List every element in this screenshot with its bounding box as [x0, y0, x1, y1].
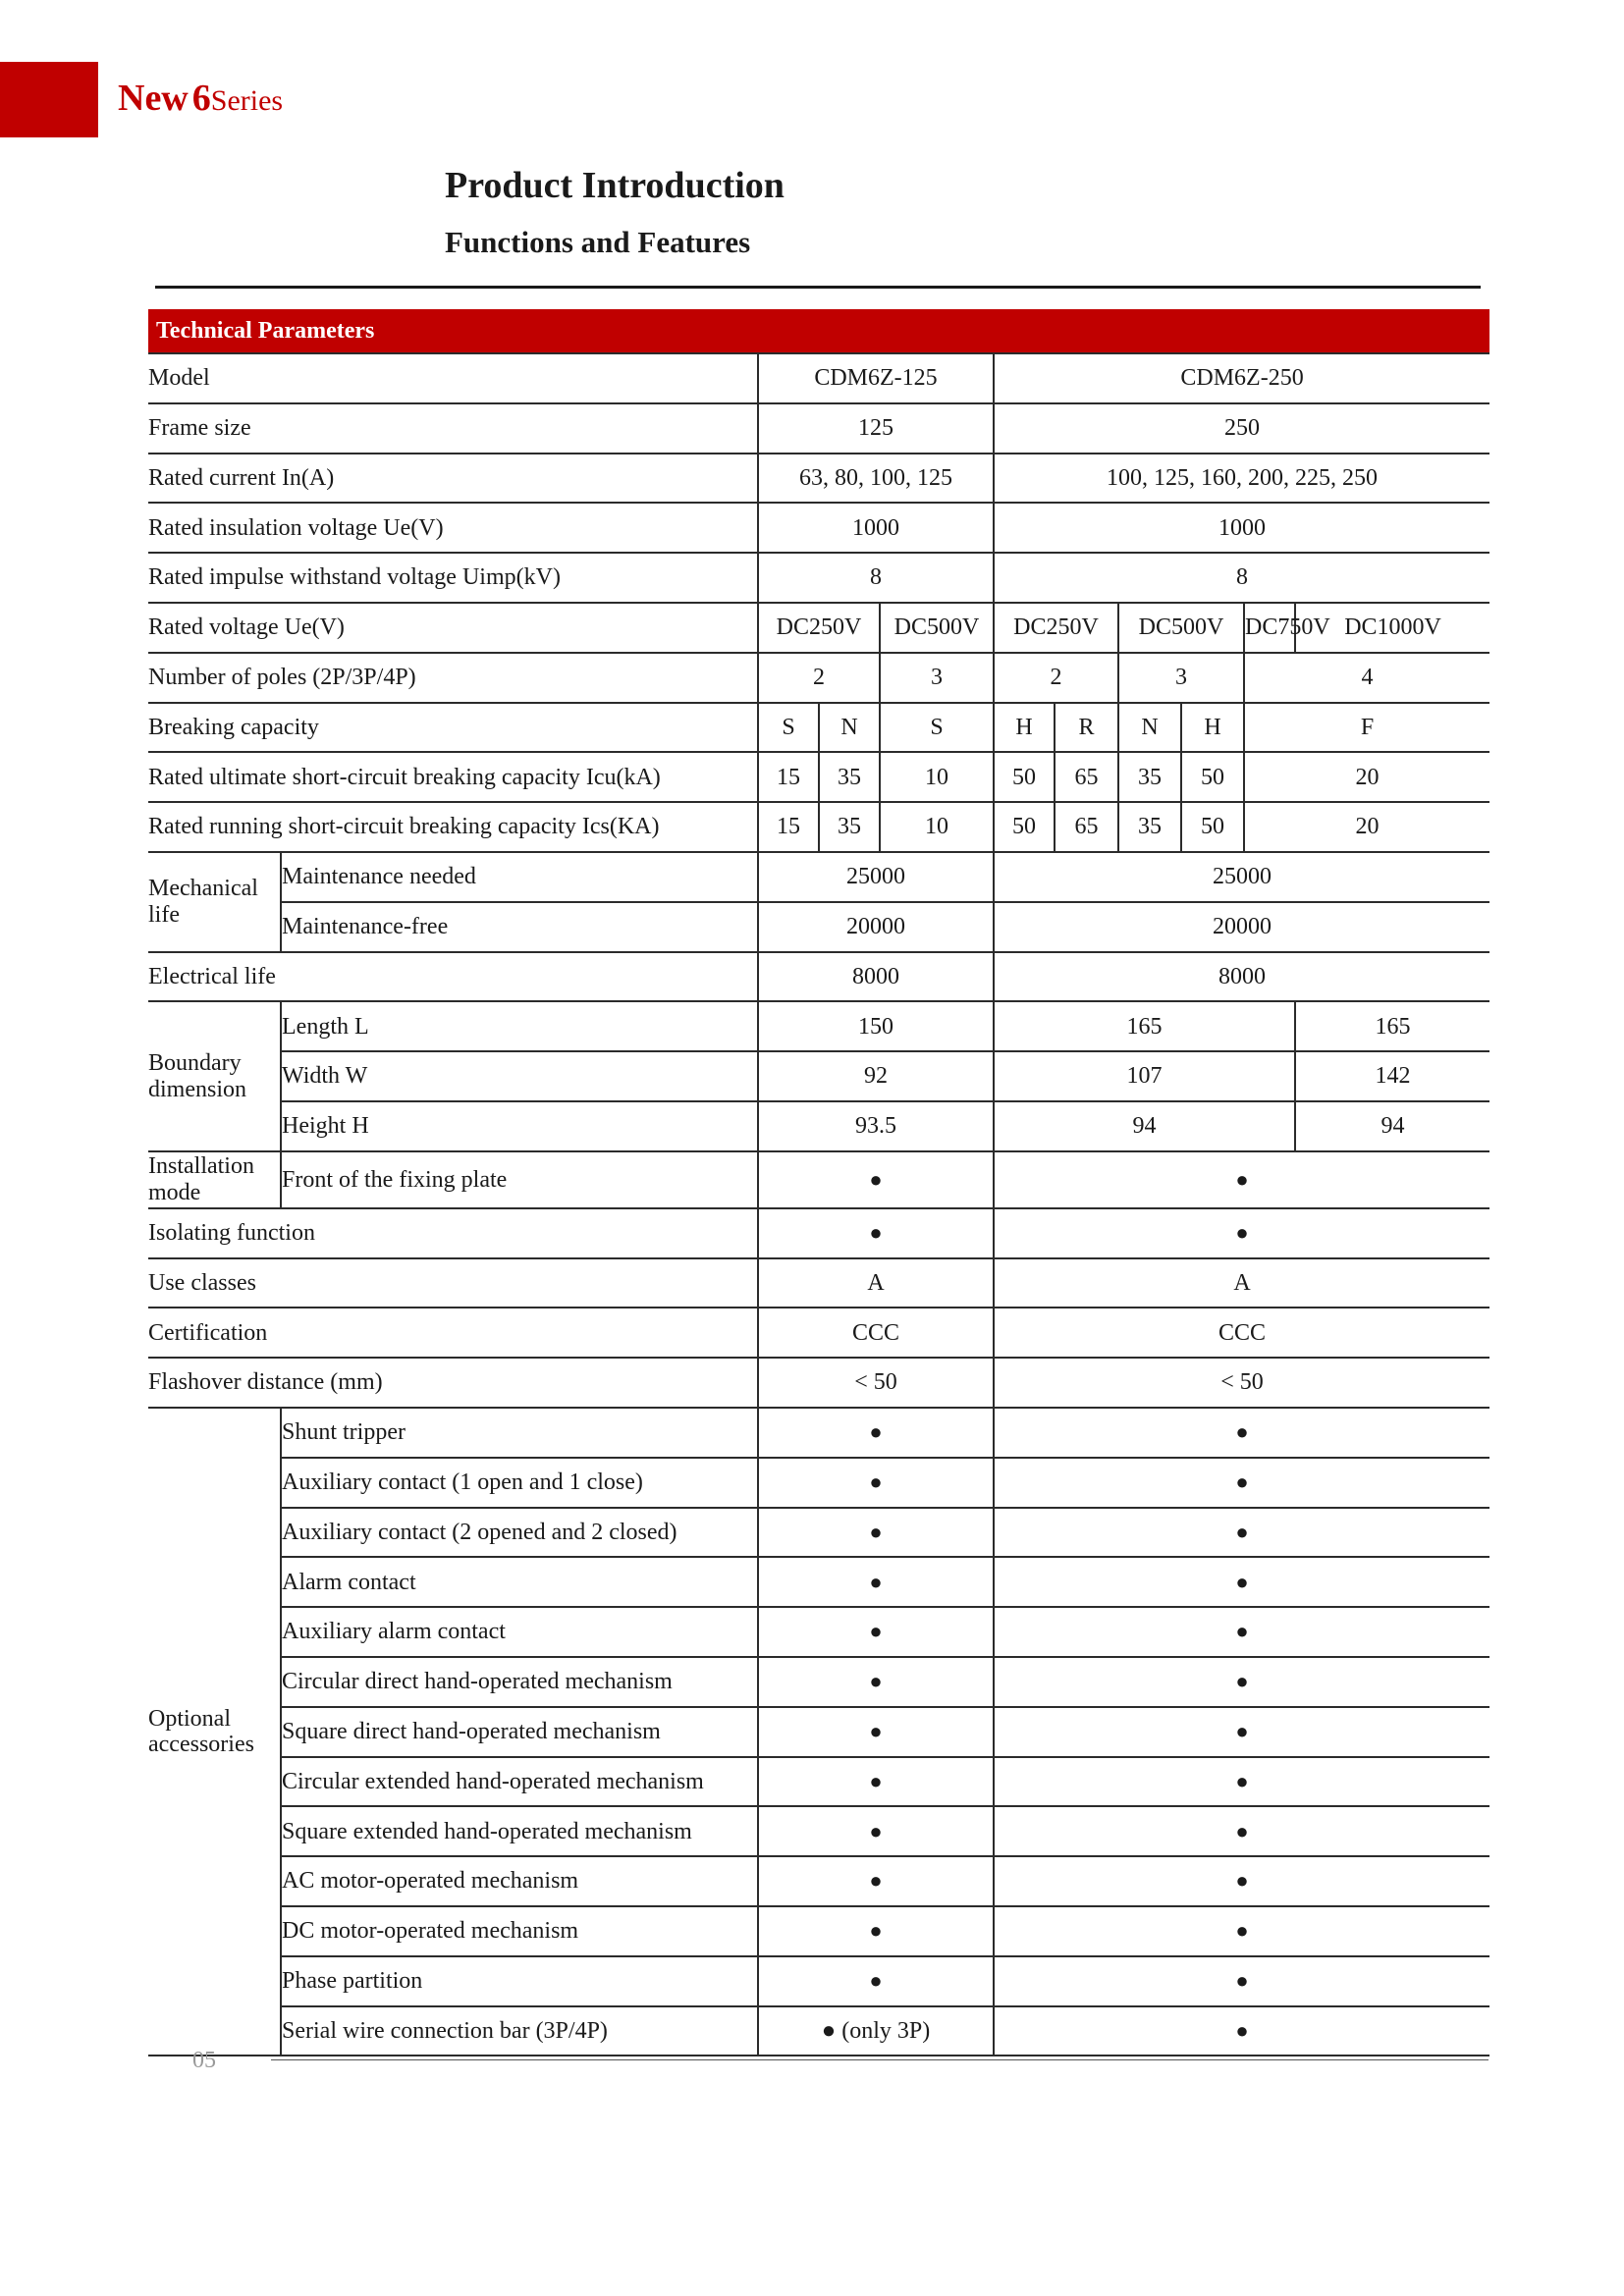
- row-label: Rated insulation voltage Ue(V): [148, 503, 758, 553]
- cell-value: ●: [758, 1557, 994, 1607]
- row-label: Auxiliary contact (1 open and 1 close): [281, 1458, 758, 1508]
- cell-value: 250: [994, 403, 1489, 454]
- row-label: Shunt tripper: [281, 1408, 758, 1458]
- cell-value: 165: [1295, 1001, 1489, 1051]
- table-header: Technical Parameters: [148, 309, 1489, 353]
- cell-value: ●: [994, 1906, 1489, 1956]
- row-label: Serial wire connection bar (3P/4P): [281, 2006, 758, 2056]
- table-row-optional: [148, 1557, 1489, 1607]
- table-row-optional: [148, 2006, 1489, 2056]
- group-label: Boundary dimension: [148, 1001, 281, 1150]
- cell-value: ●: [994, 1607, 1489, 1657]
- cell-value: CDM6Z-250: [994, 353, 1489, 403]
- cell-value: ●: [994, 1458, 1489, 1508]
- cell-value: 50: [994, 802, 1055, 852]
- cell-value: ●: [758, 1657, 994, 1707]
- group-label: Optional accessories: [148, 1408, 281, 2056]
- cell-value: 1000: [758, 503, 994, 553]
- table-row-impulse: [148, 553, 1489, 603]
- table-row-cert: [148, 1308, 1489, 1358]
- cell-value: 50: [1181, 802, 1244, 852]
- table-row-optional: [148, 1408, 1489, 1458]
- cell-value: ●: [758, 1906, 994, 1956]
- cell-value: ●: [758, 1458, 994, 1508]
- cell-value: 150: [758, 1001, 994, 1051]
- table-row-optional: [148, 1607, 1489, 1657]
- row-label: Circular extended hand-operated mechanism: [281, 1757, 758, 1807]
- cell-value: N: [819, 703, 880, 753]
- cell-value: ●: [994, 1806, 1489, 1856]
- row-label: Square direct hand-operated mechanism: [281, 1707, 758, 1757]
- header-red-block: [0, 62, 98, 137]
- row-label: Square extended hand-operated mechanism: [281, 1806, 758, 1856]
- cell-value: 3: [880, 653, 994, 703]
- cell-value: 35: [819, 752, 880, 802]
- row-label: Rated running short-circuit breaking capacity Ics(KA): [148, 802, 758, 852]
- row-label: Breaking capacity: [148, 703, 758, 753]
- table-row-icu: [148, 752, 1489, 802]
- row-label: Electrical life: [148, 952, 758, 1002]
- row-label: Rated voltage Ue(V): [148, 603, 758, 653]
- cell-value: 10: [880, 752, 994, 802]
- cell-value: 35: [1118, 752, 1181, 802]
- cell-value: DC500V: [880, 603, 994, 653]
- cell-value: < 50: [994, 1358, 1489, 1408]
- cell-value: F: [1244, 703, 1489, 753]
- cell-value: 25000: [758, 852, 994, 902]
- row-label: Auxiliary contact (2 opened and 2 closed): [281, 1508, 758, 1558]
- cell-value: 50: [994, 752, 1055, 802]
- table-row-current: [148, 454, 1489, 504]
- cell-value: ●: [994, 1707, 1489, 1757]
- row-label: DC motor-operated mechanism: [281, 1906, 758, 1956]
- cell-value: CDM6Z-125: [758, 353, 994, 403]
- table-row-optional: [148, 1806, 1489, 1856]
- table-row-elec: [148, 952, 1489, 1002]
- cell-value: 20000: [994, 902, 1489, 952]
- cell-value: 4: [1244, 653, 1489, 703]
- group-label: Mechanical life: [148, 852, 281, 952]
- row-label: Isolating function: [148, 1208, 758, 1258]
- cell-value: 94: [994, 1101, 1295, 1151]
- technical-parameters-table: [148, 309, 1489, 2056]
- cell-value: ●: [758, 1707, 994, 1757]
- row-label: Width W: [281, 1051, 758, 1101]
- cell-value: ●: [994, 2006, 1489, 2056]
- table-row-length: [148, 1001, 1489, 1051]
- row-label: Rated impulse withstand voltage Uimp(kV): [148, 553, 758, 603]
- row-label: Front of the fixing plate: [281, 1151, 758, 1208]
- table-row-width: [148, 1051, 1489, 1101]
- cell-value: ● (only 3P): [758, 2006, 994, 2056]
- row-label: Phase partition: [281, 1956, 758, 2006]
- table-row-optional: [148, 1508, 1489, 1558]
- row-label: Circular direct hand-operated mechanism: [281, 1657, 758, 1707]
- cell-value: DC1000V: [1295, 603, 1489, 653]
- cell-value: 165: [994, 1001, 1295, 1051]
- table-row-optional: [148, 1906, 1489, 1956]
- row-label: Number of poles (2P/3P/4P): [148, 653, 758, 703]
- table-row-optional: [148, 1856, 1489, 1906]
- cell-value: ●: [758, 1607, 994, 1657]
- cell-value: A: [994, 1258, 1489, 1308]
- cell-value: 93.5: [758, 1101, 994, 1151]
- cell-value: R: [1055, 703, 1118, 753]
- cell-value: ●: [994, 1657, 1489, 1707]
- row-label: Auxiliary alarm contact: [281, 1607, 758, 1657]
- table-row-optional: [148, 1707, 1489, 1757]
- series-word: Series: [210, 84, 284, 117]
- series-brand: New: [118, 78, 189, 119]
- page-title: Product Introduction: [445, 165, 785, 206]
- cell-value: 15: [758, 752, 819, 802]
- table-row-optional: [148, 1757, 1489, 1807]
- cell-value: 20: [1244, 802, 1489, 852]
- cell-value: 20: [1244, 752, 1489, 802]
- cell-value: 10: [880, 802, 994, 852]
- cell-value: S: [880, 703, 994, 753]
- cell-value: ●: [994, 1956, 1489, 2006]
- cell-value: 2: [758, 653, 880, 703]
- cell-value: DC500V: [1118, 603, 1244, 653]
- cell-value: 1000: [994, 503, 1489, 553]
- cell-value: 50: [1181, 752, 1244, 802]
- table-row-insulation: [148, 503, 1489, 553]
- cell-value: ●: [758, 1757, 994, 1807]
- cell-value: 35: [819, 802, 880, 852]
- cell-value: CCC: [758, 1308, 994, 1358]
- footer-divider: [271, 2059, 1489, 2060]
- series-number: 6: [191, 78, 211, 119]
- table-row-ics: [148, 802, 1489, 852]
- cell-value: ●: [994, 1856, 1489, 1906]
- cell-value: ●: [994, 1151, 1489, 1208]
- cell-value: CCC: [994, 1308, 1489, 1358]
- cell-value: ●: [994, 1208, 1489, 1258]
- cell-value: < 50: [758, 1358, 994, 1408]
- cell-value: ●: [758, 1151, 994, 1208]
- row-label: Model: [148, 353, 758, 403]
- cell-value: 94: [1295, 1101, 1489, 1151]
- cell-value: 100, 125, 160, 200, 225, 250: [994, 454, 1489, 504]
- table-row-mech-free: [148, 902, 1489, 952]
- group-label: Installation mode: [148, 1151, 281, 1208]
- cell-value: ●: [994, 1557, 1489, 1607]
- cell-value: S: [758, 703, 819, 753]
- series-logo: [118, 77, 283, 120]
- cell-value: 2: [994, 653, 1118, 703]
- table-row-height: [148, 1101, 1489, 1151]
- table-header-row: [148, 309, 1489, 353]
- table-row-mech-needed: [148, 852, 1489, 902]
- table-row-poles: [148, 653, 1489, 703]
- row-label: Flashover distance (mm): [148, 1358, 758, 1408]
- row-label: Use classes: [148, 1258, 758, 1308]
- cell-value: ●: [994, 1508, 1489, 1558]
- page-subtitle: Functions and Features: [445, 225, 751, 259]
- cell-value: ●: [758, 1956, 994, 2006]
- table-row-frame: [148, 403, 1489, 454]
- cell-value: 8: [758, 553, 994, 603]
- row-label: Length L: [281, 1001, 758, 1051]
- row-label: Maintenance-free: [281, 902, 758, 952]
- cell-value: N: [1118, 703, 1181, 753]
- cell-value: ●: [994, 1408, 1489, 1458]
- cell-value: 8: [994, 553, 1489, 603]
- table-row-voltage: [148, 603, 1489, 653]
- cell-value: 125: [758, 403, 994, 454]
- table-row-isolating: [148, 1208, 1489, 1258]
- row-label: Rated current In(A): [148, 454, 758, 504]
- table-row-flash: [148, 1358, 1489, 1408]
- table-row-model: [148, 353, 1489, 403]
- cell-value: ●: [758, 1508, 994, 1558]
- cell-value: 20000: [758, 902, 994, 952]
- cell-value: H: [994, 703, 1055, 753]
- cell-value: 8000: [758, 952, 994, 1002]
- row-label: Certification: [148, 1308, 758, 1358]
- cell-value: 3: [1118, 653, 1244, 703]
- cell-value: 142: [1295, 1051, 1489, 1101]
- cell-value: ●: [758, 1208, 994, 1258]
- cell-value: ●: [758, 1408, 994, 1458]
- cell-value: ●: [758, 1856, 994, 1906]
- row-label: Alarm contact: [281, 1557, 758, 1607]
- cell-value: DC250V: [994, 603, 1118, 653]
- row-label: Frame size: [148, 403, 758, 454]
- cell-value: ●: [758, 1806, 994, 1856]
- row-label: Height H: [281, 1101, 758, 1151]
- cell-value: DC750V: [1244, 603, 1295, 653]
- table-row-breaking: [148, 703, 1489, 753]
- row-label: AC motor-operated mechanism: [281, 1856, 758, 1906]
- cell-value: 25000: [994, 852, 1489, 902]
- cell-value: 65: [1055, 752, 1118, 802]
- title-divider: [155, 286, 1481, 289]
- cell-value: 92: [758, 1051, 994, 1101]
- cell-value: DC250V: [758, 603, 880, 653]
- table-row-install: [148, 1151, 1489, 1208]
- cell-value: 65: [1055, 802, 1118, 852]
- cell-value: A: [758, 1258, 994, 1308]
- table-row-optional: [148, 1956, 1489, 2006]
- cell-value: 15: [758, 802, 819, 852]
- row-label: Rated ultimate short-circuit breaking capacity Icu(kA): [148, 752, 758, 802]
- cell-value: 63, 80, 100, 125: [758, 454, 994, 504]
- cell-value: ●: [994, 1757, 1489, 1807]
- cell-value: 107: [994, 1051, 1295, 1101]
- page-number: 05: [192, 2048, 216, 2073]
- table-row-use: [148, 1258, 1489, 1308]
- table-row-optional: [148, 1458, 1489, 1508]
- cell-value: H: [1181, 703, 1244, 753]
- cell-value: 8000: [994, 952, 1489, 1002]
- table-row-optional: [148, 1657, 1489, 1707]
- row-label: Maintenance needed: [281, 852, 758, 902]
- cell-value: 35: [1118, 802, 1181, 852]
